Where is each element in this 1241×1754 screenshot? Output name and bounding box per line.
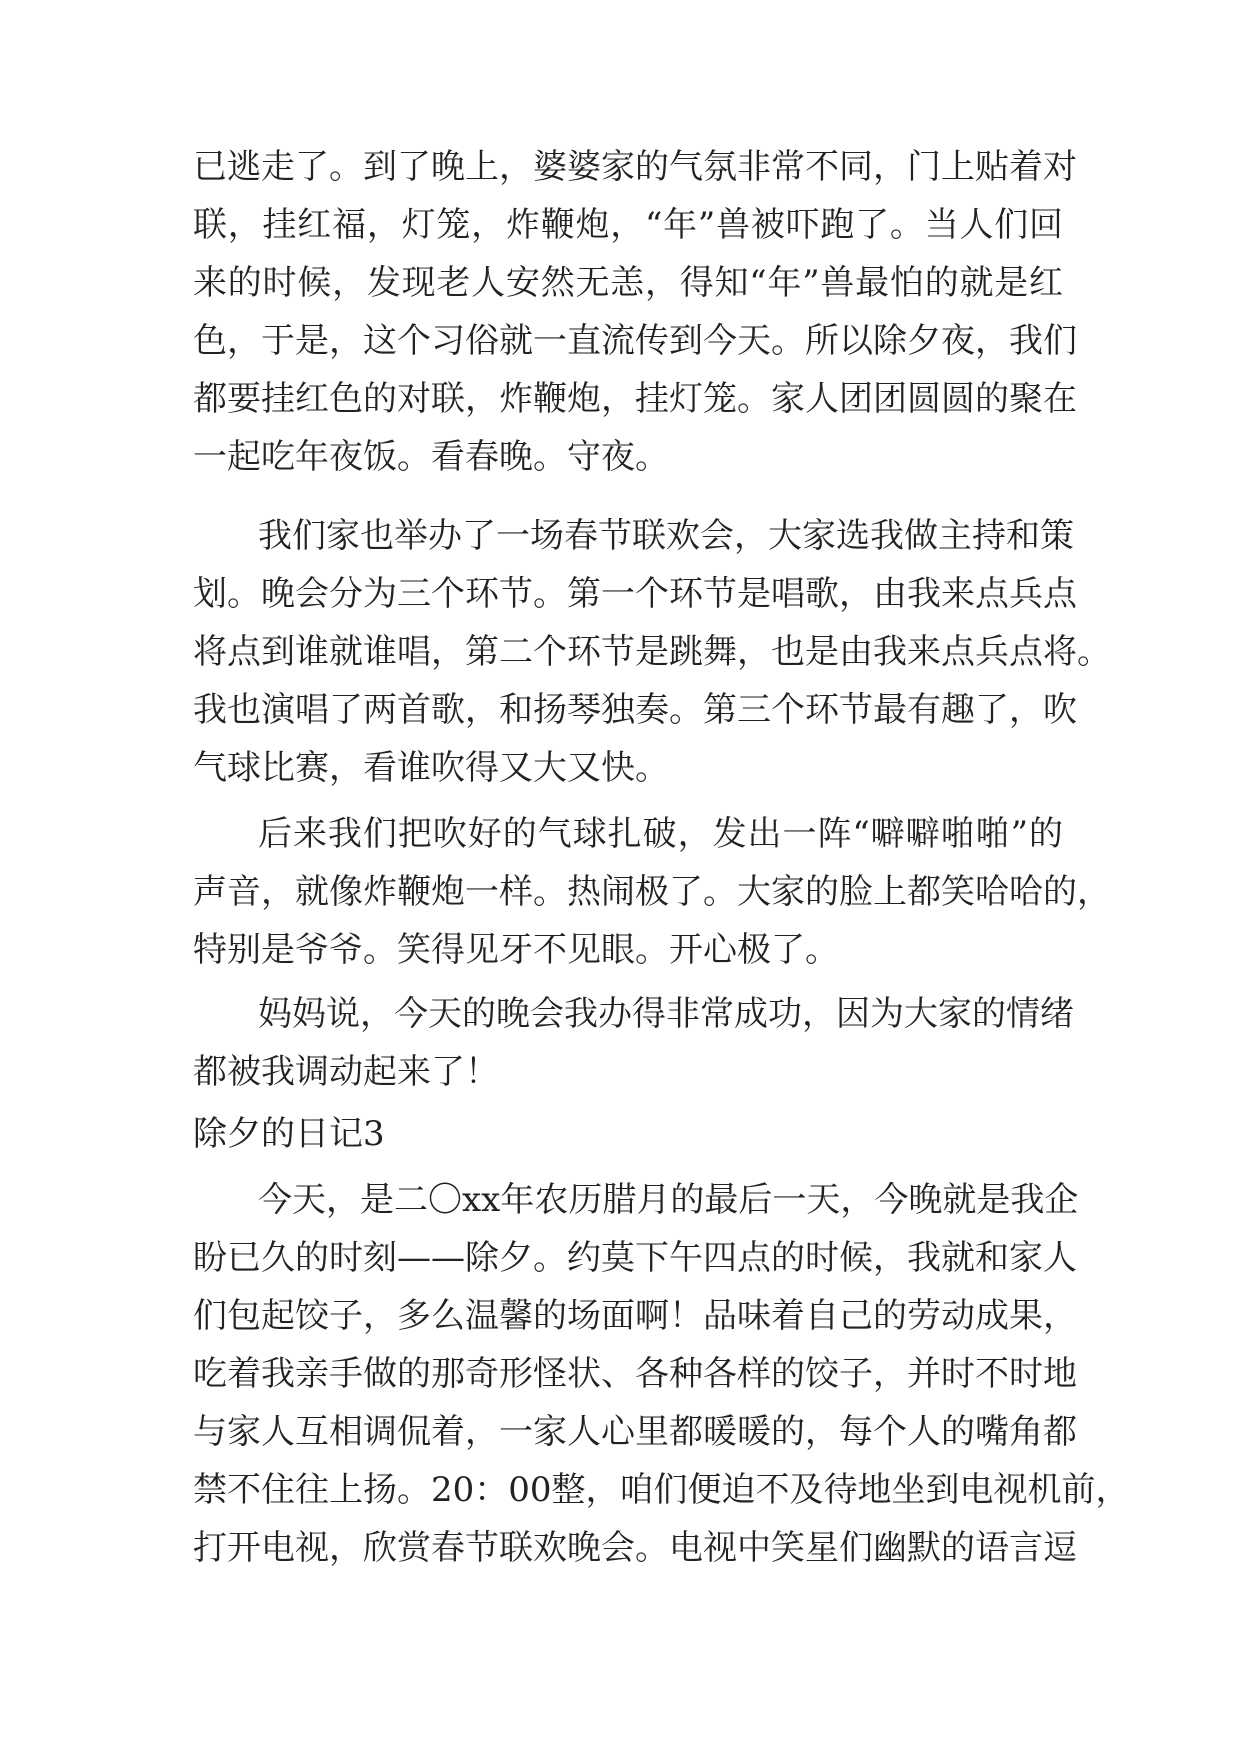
text-line: 气球比赛，看谁吹得又大又快。 xyxy=(193,748,669,788)
text-line: 我们家也举办了一场春节联欢会，大家选我做主持和策 xyxy=(258,516,1074,556)
text-line: 声音，就像炸鞭炮一样。热闹极了。大家的脸上都笑哈哈的， xyxy=(193,872,1111,912)
text-line: 已逃走了。到了晚上，婆婆家的气氛非常不同，门上贴着对 xyxy=(193,147,1077,187)
section-heading: 除夕的日记3 xyxy=(193,1114,385,1154)
text-line: 今天，是二〇xx年农历腊月的最后一天，今晚就是我企 xyxy=(258,1180,1079,1220)
text-line: 划。晚会分为三个环节。第一个环节是唱歌，由我来点兵点 xyxy=(193,574,1077,614)
text-line: 我也演唱了两首歌，和扬琴独奏。第三个环节最有趣了，吹 xyxy=(193,690,1077,730)
text-line: 妈妈说，今天的晚会我办得非常成功，因为大家的情绪 xyxy=(258,994,1074,1034)
text-line: 将点到谁就谁唱，第二个环节是跳舞，也是由我来点兵点将。 xyxy=(193,632,1111,672)
text-line: 色，于是，这个习俗就一直流传到今天。所以除夕夜，我们 xyxy=(193,321,1077,361)
text-line: 后来我们把吹好的气球扎破，发出一阵“噼噼啪啪”的 xyxy=(258,814,1063,854)
text-line: 禁不住往上扬。20：00整，咱们便迫不及待地坐到电视机前， xyxy=(193,1470,1130,1510)
text-line: 都被我调动起来了！ xyxy=(193,1052,499,1092)
text-line: 打开电视，欣赏春节联欢晚会。电视中笑星们幽默的语言逗 xyxy=(193,1528,1077,1568)
text-line: 盼已久的时刻——除夕。约莫下午四点的时候，我就和家人 xyxy=(193,1238,1077,1278)
text-line: 都要挂红色的对联，炸鞭炮，挂灯笼。家人团团圆圆的聚在 xyxy=(193,379,1077,419)
text-line: 一起吃年夜饭。看春晚。守夜。 xyxy=(193,437,669,477)
text-line: 联，挂红福，灯笼，炸鞭炮，“年”兽被吓跑了。当人们回 xyxy=(193,205,1063,245)
text-line: 们包起饺子，多么温馨的场面啊！品味着自己的劳动成果， xyxy=(193,1296,1077,1336)
text-line: 来的时候，发现老人安然无恙，得知“年”兽最怕的就是红 xyxy=(193,263,1063,303)
text-line: 吃着我亲手做的那奇形怪状、各种各样的饺子，并时不时地 xyxy=(193,1354,1077,1394)
text-line: 特别是爷爷。笑得见牙不见眼。开心极了。 xyxy=(193,930,839,970)
text-line: 与家人互相调侃着，一家人心里都暖暖的，每个人的嘴角都 xyxy=(193,1412,1077,1452)
